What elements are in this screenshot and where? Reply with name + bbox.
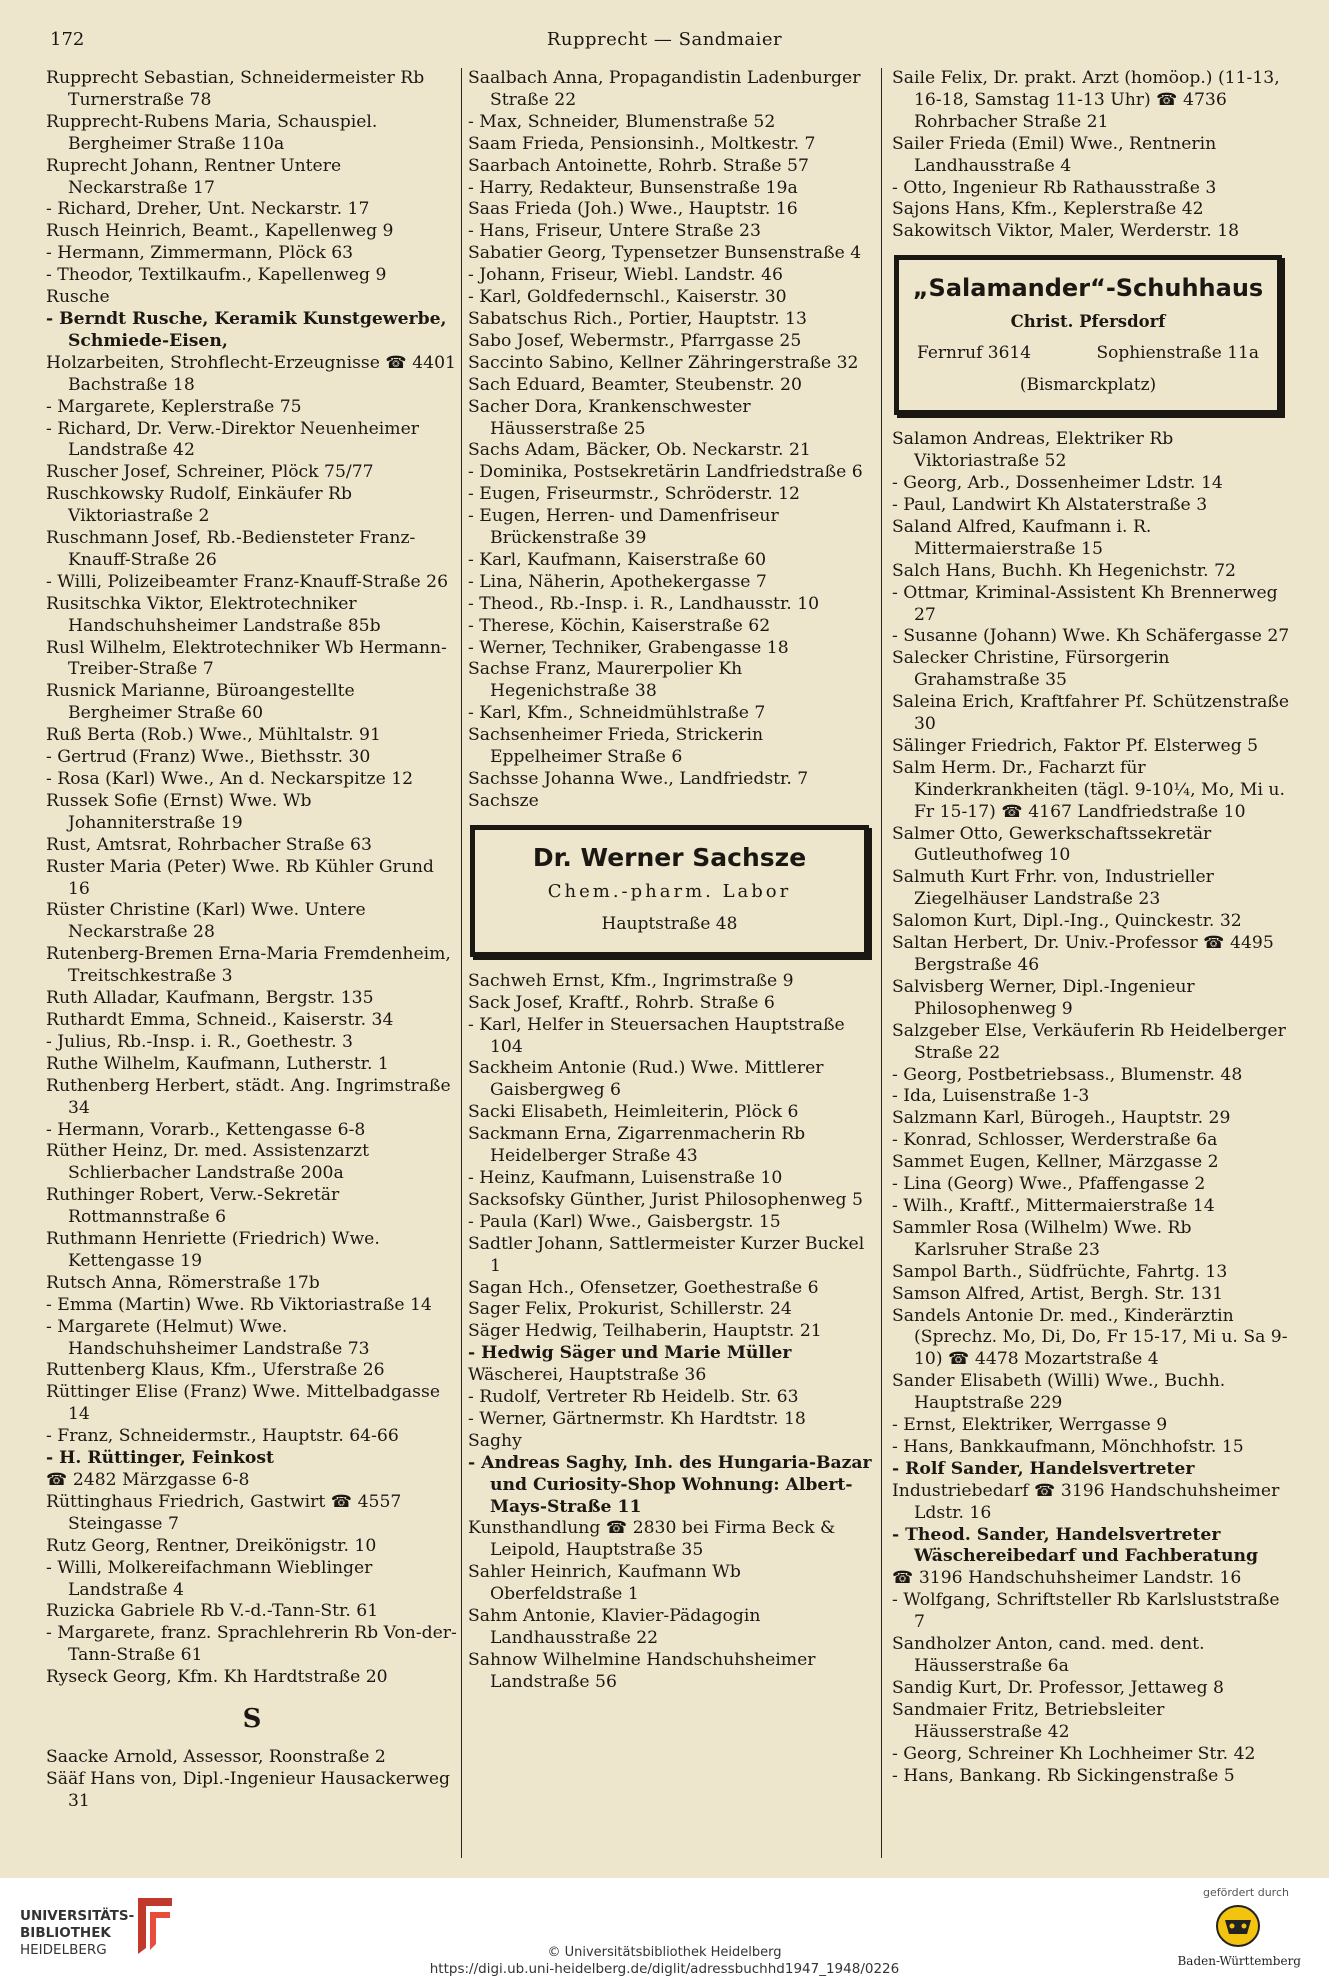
directory-entry: Saalbach Anna, Propagandistin Ladenburger Straße 22 [468,68,861,110]
directory-entry: Samson Alfred, Artist, Bergh. Str. 131 [892,1283,1224,1304]
directory-entry: Rutz Georg, Rentner, Dreikönigstr. 10 [46,1535,377,1556]
directory-entry: Saltan Herbert, Dr. Univ.-Professor ☎ 4495 Bergstraße 46 [892,933,1274,975]
directory-entry: Salomon Kurt, Dipl.-Ing., Quinckestr. 32 [892,911,1242,932]
directory-entry: Sachse Franz, Maurerpolier Kh Hegenichstraße 38 [468,659,743,702]
directory-entry: Holzarbeiten, Strohflecht-Erzeugnisse ☎ 4401 Bachstraße 18 [46,352,456,395]
ad-name: Dr. Werner Sachsze [532,842,807,872]
directory-entry: Salm Herm. Dr., Facharzt für Kinderkrankheiten (tägl. 9-10¼, Mo, Mi u. Fr 15-17) ☎ 4167 Landfriedstraße 10 [892,757,1285,822]
directory-entry: - Konrad, Schlosser, Werderstraße 6a [892,1130,1218,1151]
directory-entry: - Rudolf, Vertreter Rb Heidelb. Str. 63 [468,1387,799,1408]
ad-phone: Fernruf 3614 [917,343,1032,364]
directory-entry: Ruscher Josef, Schreiner, Plöck 75/77 [46,462,374,483]
directory-entry: Ruttenberg Klaus, Kfm., Uferstraße 26 [46,1360,385,1381]
directory-entry: Salzmann Karl, Bürogeh., Hauptstr. 29 [892,1108,1231,1129]
source-url-link[interactable]: https://digi.ub.uni-heidelberg.de/diglit/adressbuchhd1947_1948/0226 [429,1961,900,1977]
directory-entry: Rust, Amtsrat, Rohrbacher Straße 63 [46,834,372,855]
directory-entry: Sandig Kurt, Dr. Professor, Jettaweg 8 [892,1677,1224,1698]
directory-entry: Sandholzer Anton, cand. med. dent. Häusserstraße 6a [892,1634,1205,1676]
section-letter: S [242,1704,262,1735]
directory-entry: Sagan Hch., Ofensetzer, Goethestraße 6 [468,1277,819,1298]
directory-entry: Sager Felix, Prokurist, Schillerstr. 24 [468,1299,792,1320]
directory-entry: Rutsch Anna, Römerstraße 17b [46,1272,320,1293]
directory-entry: Sachs Adam, Bäcker, Ob. Neckarstr. 21 [468,440,811,461]
directory-entry: Rusl Wilhelm, Elektrotechniker Wb Hermann-Treiber-Straße 7 [46,637,447,680]
directory-entry: Salzgeber Else, Verkäuferin Rb Heidelberger Straße 22 [892,1020,1286,1063]
directory-entry: - Otto, Ingenieur Rb Rathausstraße 3 [892,177,1217,198]
directory-entry: Sadtler Johann, Sattlermeister Kurzer Buckel 1 [468,1233,865,1276]
footer [0,1878,1329,1977]
directory-entry: - Willi, Polizeibeamter Franz-Knauff-Straße 26 [46,571,449,592]
directory-entry: - Werner, Techniker, Grabengasse 18 [468,637,789,658]
directory-column-1 [46,68,458,1813]
directory-entry: - Hans, Bankkaufmann, Mönchhofstr. 15 [892,1436,1244,1457]
directory-entry: - Heinz, Kaufmann, Luisenstraße 10 [468,1167,783,1188]
directory-entry: - Margarete (Helmut) Wwe. Handschuhsheimer Landstraße 73 [46,1316,370,1359]
directory-entry: - Julius, Rb.-Insp. i. R., Goethestr. 3 [46,1031,353,1052]
directory-entry: Industriebedarf ☎ 3196 Handschuhsheimer Ldstr. 16 [892,1480,1280,1523]
ad-address: Hauptstraße 48 [601,913,738,934]
directory-entry: - Eugen, Friseurmstr., Schröderstr. 12 [468,484,800,505]
directory-entry: - Richard, Dreher, Unt. Neckarstr. 17 [46,199,370,220]
directory-entry: Ruth Alladar, Kaufmann, Bergstr. 135 [46,988,374,1009]
directory-entry: Sampol Barth., Südfrüchte, Fahrtg. 13 [892,1261,1228,1282]
directory-entry: Sacher Dora, Krankenschwester Häusserstraße 25 [468,396,751,439]
directory-entry: Sandmaier Fritz, Betriebsleiter Häusserstraße 42 [892,1699,1165,1742]
directory-entry: Ruschmann Josef, Rb.-Bediensteter Franz-Knauff-Straße 26 [46,528,416,570]
directory-entry: - Georg, Postbetriebsass., Blumenstr. 48 [892,1064,1243,1085]
directory-entry: Rupprecht-Rubens Maria, Schauspiel. Bergheimer Straße 110a [46,111,378,154]
directory-entry: - Karl, Kaufmann, Kaiserstraße 60 [468,549,767,570]
ad-place: (Bismarckplatz) [1019,375,1157,396]
directory-entry: - Gertrud (Franz) Wwe., Biethsstr. 30 [46,747,371,768]
directory-entry: Ruthmann Henriette (Friedrich) Wwe. Kettengasse 19 [46,1229,380,1271]
directory-entry: Rupprecht Sebastian, Schneidermeister Rb Turnerstraße 78 [46,68,425,110]
directory-entry: - Johann, Friseur, Wiebl. Landstr. 46 [468,265,783,286]
directory-entry: Sajons Hans, Kfm., Keplerstraße 42 [892,199,1204,220]
directory-entry: - Willi, Molkereifachmann Wieblinger Landstraße 4 [46,1557,373,1600]
directory-entry: Säger Hedwig, Teilhaberin, Hauptstr. 21 [468,1321,822,1342]
directory-entry: Rüster Christine (Karl) Wwe. Untere Neckarstraße 28 [46,900,366,943]
directory-entry: Ruthenberg Herbert, städt. Ang. Ingrimstraße 34 [46,1075,451,1118]
directory-entry: ☎ 2482 Märzgasse 6-8 [46,1470,250,1490]
directory-entry: - Margarete, franz. Sprachlehrerin Rb Von-der-Tann-Straße 61 [46,1623,457,1666]
directory-entry: Ruschkowsky Rudolf, Einkäufer Rb Viktoriastraße 2 [46,484,352,527]
directory-entry: - Hermann, Vorarb., Kettengasse 6-8 [46,1119,366,1140]
directory-entry: - Berndt Rusche, Keramik Kunstgewerbe, Schmiede-Eisen, [46,308,447,351]
running-head [44,25,1285,55]
directory-entry: - Ernst, Elektriker, Werrgasse 9 [892,1415,1168,1436]
directory-entry: Salamon Andreas, Elektriker Rb Viktoriastraße 52 [892,429,1174,472]
directory-entry: Rusitschka Viktor, Elektrotechniker Handschuhsheimer Landstraße 85b [46,593,381,636]
directory-entry: Rusche [46,287,110,308]
directory-entry: - Hans, Friseur, Untere Straße 23 [468,221,761,242]
directory-entry: Sachsze [468,790,539,811]
library-logo-text: UNIVERSITÄTS- BIBLIOTHEK HEIDELBERG [20,1908,135,1958]
directory-entry: - Theod., Rb.-Insp. i. R., Landhausstr. 10 [468,593,820,614]
directory-entry: Ruzicka Gabriele Rb V.-d.-Tann-Str. 61 [46,1601,379,1622]
directory-column-2 [468,68,877,1694]
directory-entry: Sahm Antonie, Klavier-Pädagogin Landhausstraße 22 [468,1606,761,1648]
directory-entry: - Andreas Saghy, Inh. des Hungaria-Bazar und Curiosity-Shop Wohnung: Albert-Mays-Straße 11 [468,1452,872,1517]
directory-entry: Sachsenheimer Frieda, Strickerin Eppelheimer Straße 6 [468,725,764,768]
directory-entry: - Emma (Martin) Wwe. Rb Viktoriastraße 14 [46,1294,432,1315]
directory-entry: Rüther Heinz, Dr. med. Assistenzarzt Schlierbacher Landstraße 200a [46,1141,369,1184]
directory-entry: Rüttinghaus Friedrich, Gastwirt ☎ 4557 Steingasse 7 [46,1491,402,1534]
directory-entry: - H. Rüttinger, Feinkost [46,1448,274,1469]
directory-entry: - Eugen, Herren- und Damenfriseur Brückenstraße 39 [468,506,779,549]
directory-entry: Saarbach Antoinette, Rohrb. Straße 57 [468,155,809,176]
directory-entry: - Werner, Gärtnermstr. Kh Hardtstr. 18 [468,1408,806,1429]
directory-entry: - Hermann, Zimmermann, Plöck 63 [46,243,354,264]
ad-name: „Salamander“-Schuhhaus [912,274,1264,303]
directory-entry: - Georg, Arb., Dossenheimer Ldstr. 14 [892,473,1223,494]
directory-entry: Sachweh Ernst, Kfm., Ingrimstraße 9 [468,970,794,991]
directory-entry: Sack Josef, Kraftf., Rohrb. Straße 6 [468,992,775,1013]
directory-entry: Rüttinger Elise (Franz) Wwe. Mittelbadgasse 14 [46,1382,440,1425]
directory-entry: Ruthe Wilhelm, Kaufmann, Lutherstr. 1 [46,1053,389,1074]
directory-entry: Sandels Antonie Dr. med., Kinderärztin (Sprechz. Mo, Di, Do, Fr 15-17, Mi u. Sa 9-10) ☎ 4478 Mozartstraße 4 [892,1305,1288,1370]
directory-entry: - Ottmar, Kriminal-Assistent Kh Brennerweg 27 [892,582,1278,625]
directory-entry: - Theod. Sander, Handelsvertreter Wäschereibedarf und Fachberatung [892,1524,1259,1567]
directory-entry: Sach Eduard, Beamter, Steubenstr. 20 [468,374,802,395]
directory-entry: Sachsse Johanna Wwe., Landfriedstr. 7 [468,769,809,789]
directory-entry: Salch Hans, Buchh. Kh Hegenichstr. 72 [892,560,1236,581]
directory-entry: - Lina (Georg) Wwe., Pfaffengasse 2 [892,1174,1206,1195]
directory-entry: Salecker Christine, Fürsorgerin Grahamstraße 35 [892,648,1170,691]
directory-entry: - Rolf Sander, Handelsvertreter [892,1458,1195,1479]
directory-entry: - Ida, Luisenstraße 1-3 [892,1086,1090,1107]
directory-entry: Sammler Rosa (Wilhelm) Wwe. Rb Karlsruher Straße 23 [892,1217,1192,1260]
directory-entry: - Hans, Bankang. Rb Sickingenstraße 5 [892,1765,1235,1786]
directory-entry: Rusnick Marianne, Büroangestellte Bergheimer Straße 60 [46,681,355,724]
directory-entry: - Karl, Kfm., Schneidmühlstraße 7 [468,703,766,724]
directory-entry: Sakowitsch Viktor, Maler, Werderstr. 18 [892,221,1240,242]
directory-entry: - Susanne (Johann) Wwe. Kh Schäfergasse 27 [892,626,1290,647]
directory-entry: Wäscherei, Hauptstraße 36 [468,1365,707,1386]
directory-entry: - Hedwig Säger und Marie Müller [468,1343,792,1364]
directory-entry: - Wilh., Kraftf., Mittermaierstraße 14 [892,1195,1215,1216]
directory-column-3 [892,68,1290,1787]
funded-by-label: gefördert durch [1202,1886,1289,1899]
directory-entry: - Karl, Helfer in Steuersachen Hauptstraße 104 [468,1014,845,1057]
directory-entry: Rusch Heinrich, Beamt., Kapellenweg 9 [46,221,394,242]
directory-entry: Ruprecht Johann, Rentner Untere Neckarstraße 17 [46,155,342,198]
directory-entry: - Richard, Dr. Verw.-Direktor Neuenheimer Landstraße 42 [46,418,419,461]
directory-entry: Saas Frieda (Joh.) Wwe., Hauptstr. 16 [468,199,798,220]
directory-entry: Sammet Eugen, Kellner, Märzgasse 2 [892,1152,1219,1173]
directory-entry: Rutenberg-Bremen Erna-Maria Fremdenheim, Treitschkestraße 3 [46,944,451,987]
directory-entry: Russek Sofie (Ernst) Wwe. Wb Johanniterstraße 19 [46,790,312,833]
directory-entry: - Dominika, Postsekretärin Landfriedstraße 6 [468,462,863,483]
directory-entry: Saacke Arnold, Assessor, Roonstraße 2 [46,1747,386,1768]
directory-entry: - Karl, Goldfedernschl., Kaiserstr. 30 [468,287,787,308]
directory-entry: Kunsthandlung ☎ 2830 bei Firma Beck & Leipold, Hauptstraße 35 [468,1518,836,1561]
column-rule [461,68,462,1858]
directory-entry: Sabatschus Rich., Portier, Hauptstr. 13 [468,308,807,329]
directory-entry: - Rosa (Karl) Wwe., An d. Neckarspitze 12 [46,769,414,789]
directory-entry: Sabo Josef, Webermstr., Pfarrgasse 25 [468,330,802,351]
directory-entry: - Max, Schneider, Blumenstraße 52 [468,111,776,132]
state-name: Baden-Württemberg [1177,1954,1301,1968]
directory-entry: Salmer Otto, Gewerkschaftssekretär Gutleuthofweg 10 [892,823,1212,866]
column-rule [881,68,882,1858]
directory-entry: Saile Felix, Dr. prakt. Arzt (homöop.) (11-13, 16-18, Samstag 11-13 Uhr) ☎ 4736 Rohrbacher Straße 21 [892,68,1280,132]
directory-entry: - Paul, Landwirt Kh Alstaterstraße 3 [892,494,1208,515]
copyright-line: © Universitätsbibliothek Heidelberg [547,1945,782,1960]
advertisement-box [894,255,1282,415]
directory-entry: Ryseck Georg, Kfm. Kh Hardtstraße 20 [46,1667,388,1688]
directory-entry: - Therese, Köchin, Kaiserstraße 62 [468,615,771,636]
directory-entry: Saghy [468,1430,522,1451]
ad-subtitle: Christ. Pfersdorf [1010,312,1166,332]
page-title: Rupprecht — Sandmaier [546,29,783,50]
directory-entry: - Harry, Redakteur, Bunsenstraße 19a [468,177,798,198]
directory-entry: Sackheim Antonie (Rud.) Wwe. Mittlerer Gaisbergweg 6 [468,1058,824,1101]
directory-entry: - Wolfgang, Schriftsteller Rb Karlsluststraße 7 [892,1590,1280,1633]
ad-address: Sophienstraße 11a [1096,343,1259,364]
directory-entry: Ruß Berta (Rob.) Wwe., Mühltalstr. 91 [46,725,381,746]
directory-entry: ☎ 3196 Handschuhsheimer Landstr. 16 [892,1568,1242,1589]
ad-subtitle: Chem.-pharm. Labor [547,880,792,902]
ad-contact-row [909,336,1267,370]
directory-entry: - Theodor, Textilkaufm., Kapellenweg 9 [46,265,387,286]
directory-entry: Sahler Heinrich, Kaufmann Wb Oberfeldstraße 1 [468,1562,741,1605]
directory-entry: Saland Alfred, Kaufmann i. R. Mittermaierstraße 15 [892,516,1152,559]
directory-entry: Sabatier Georg, Typensetzer Bunsenstraße 4 [468,243,862,264]
directory-entry: - Franz, Schneidermstr., Hauptstr. 64-66 [46,1426,399,1447]
directory-entry: Sacksofsky Günther, Jurist Philosophenweg 5 [468,1189,863,1210]
directory-entry: Ruthinger Robert, Verw.-Sekretär Rottmannstraße 6 [46,1185,340,1228]
directory-entry: Saam Frieda, Pensionsinh., Moltkestr. 7 [468,133,816,154]
directory-entry: Sackmann Erna, Zigarrenmacherin Rb Heidelberger Straße 43 [468,1124,806,1167]
directory-entry: Ruthardt Emma, Schneid., Kaiserstr. 34 [46,1009,394,1030]
directory-entry: Sailer Frieda (Emil) Wwe., Rentnerin Landhausstraße 4 [892,133,1217,176]
directory-entry: Sääf Hans von, Dipl.-Ingenieur Hausackerweg 31 [46,1768,450,1811]
directory-entry: - Lina, Näherin, Apothekergasse 7 [468,571,767,592]
directory-entry: - Georg, Schreiner Kh Lochheimer Str. 42 [892,1743,1256,1764]
directory-entry: Saccinto Sabino, Kellner Zähringerstraße 32 [468,352,859,373]
directory-entry: Sander Elisabeth (Willi) Wwe., Buchh. Hauptstraße 229 [892,1371,1226,1414]
directory-entry: Sahnow Wilhelmine Handschuhsheimer Landstraße 56 [468,1649,816,1692]
baden-wuerttemberg-emblem-icon [1215,1904,1261,1948]
directory-entry: Ruster Maria (Peter) Wwe. Rb Kühler Grund 16 [46,856,434,899]
directory-entry: Saleina Erich, Kraftfahrer Pf. Schützenstraße 30 [892,692,1289,735]
directory-entry: Salmuth Kurt Frhr. von, Industrieller Ziegelhäuser Landstraße 23 [892,867,1214,910]
directory-entry: Sälinger Friedrich, Faktor Pf. Elsterweg 5 [892,735,1259,756]
page-number: 172 [50,29,85,50]
directory-entry: - Paula (Karl) Wwe., Gaisbergstr. 15 [468,1211,781,1232]
directory-entry: Sacki Elisabeth, Heimleiterin, Plöck 6 [468,1102,799,1123]
directory-entry: Salvisberg Werner, Dipl.-Ingenieur Philosophenweg 9 [892,976,1195,1019]
directory-entry: - Margarete, Keplerstraße 75 [46,396,302,417]
advertisement-box [470,825,869,957]
